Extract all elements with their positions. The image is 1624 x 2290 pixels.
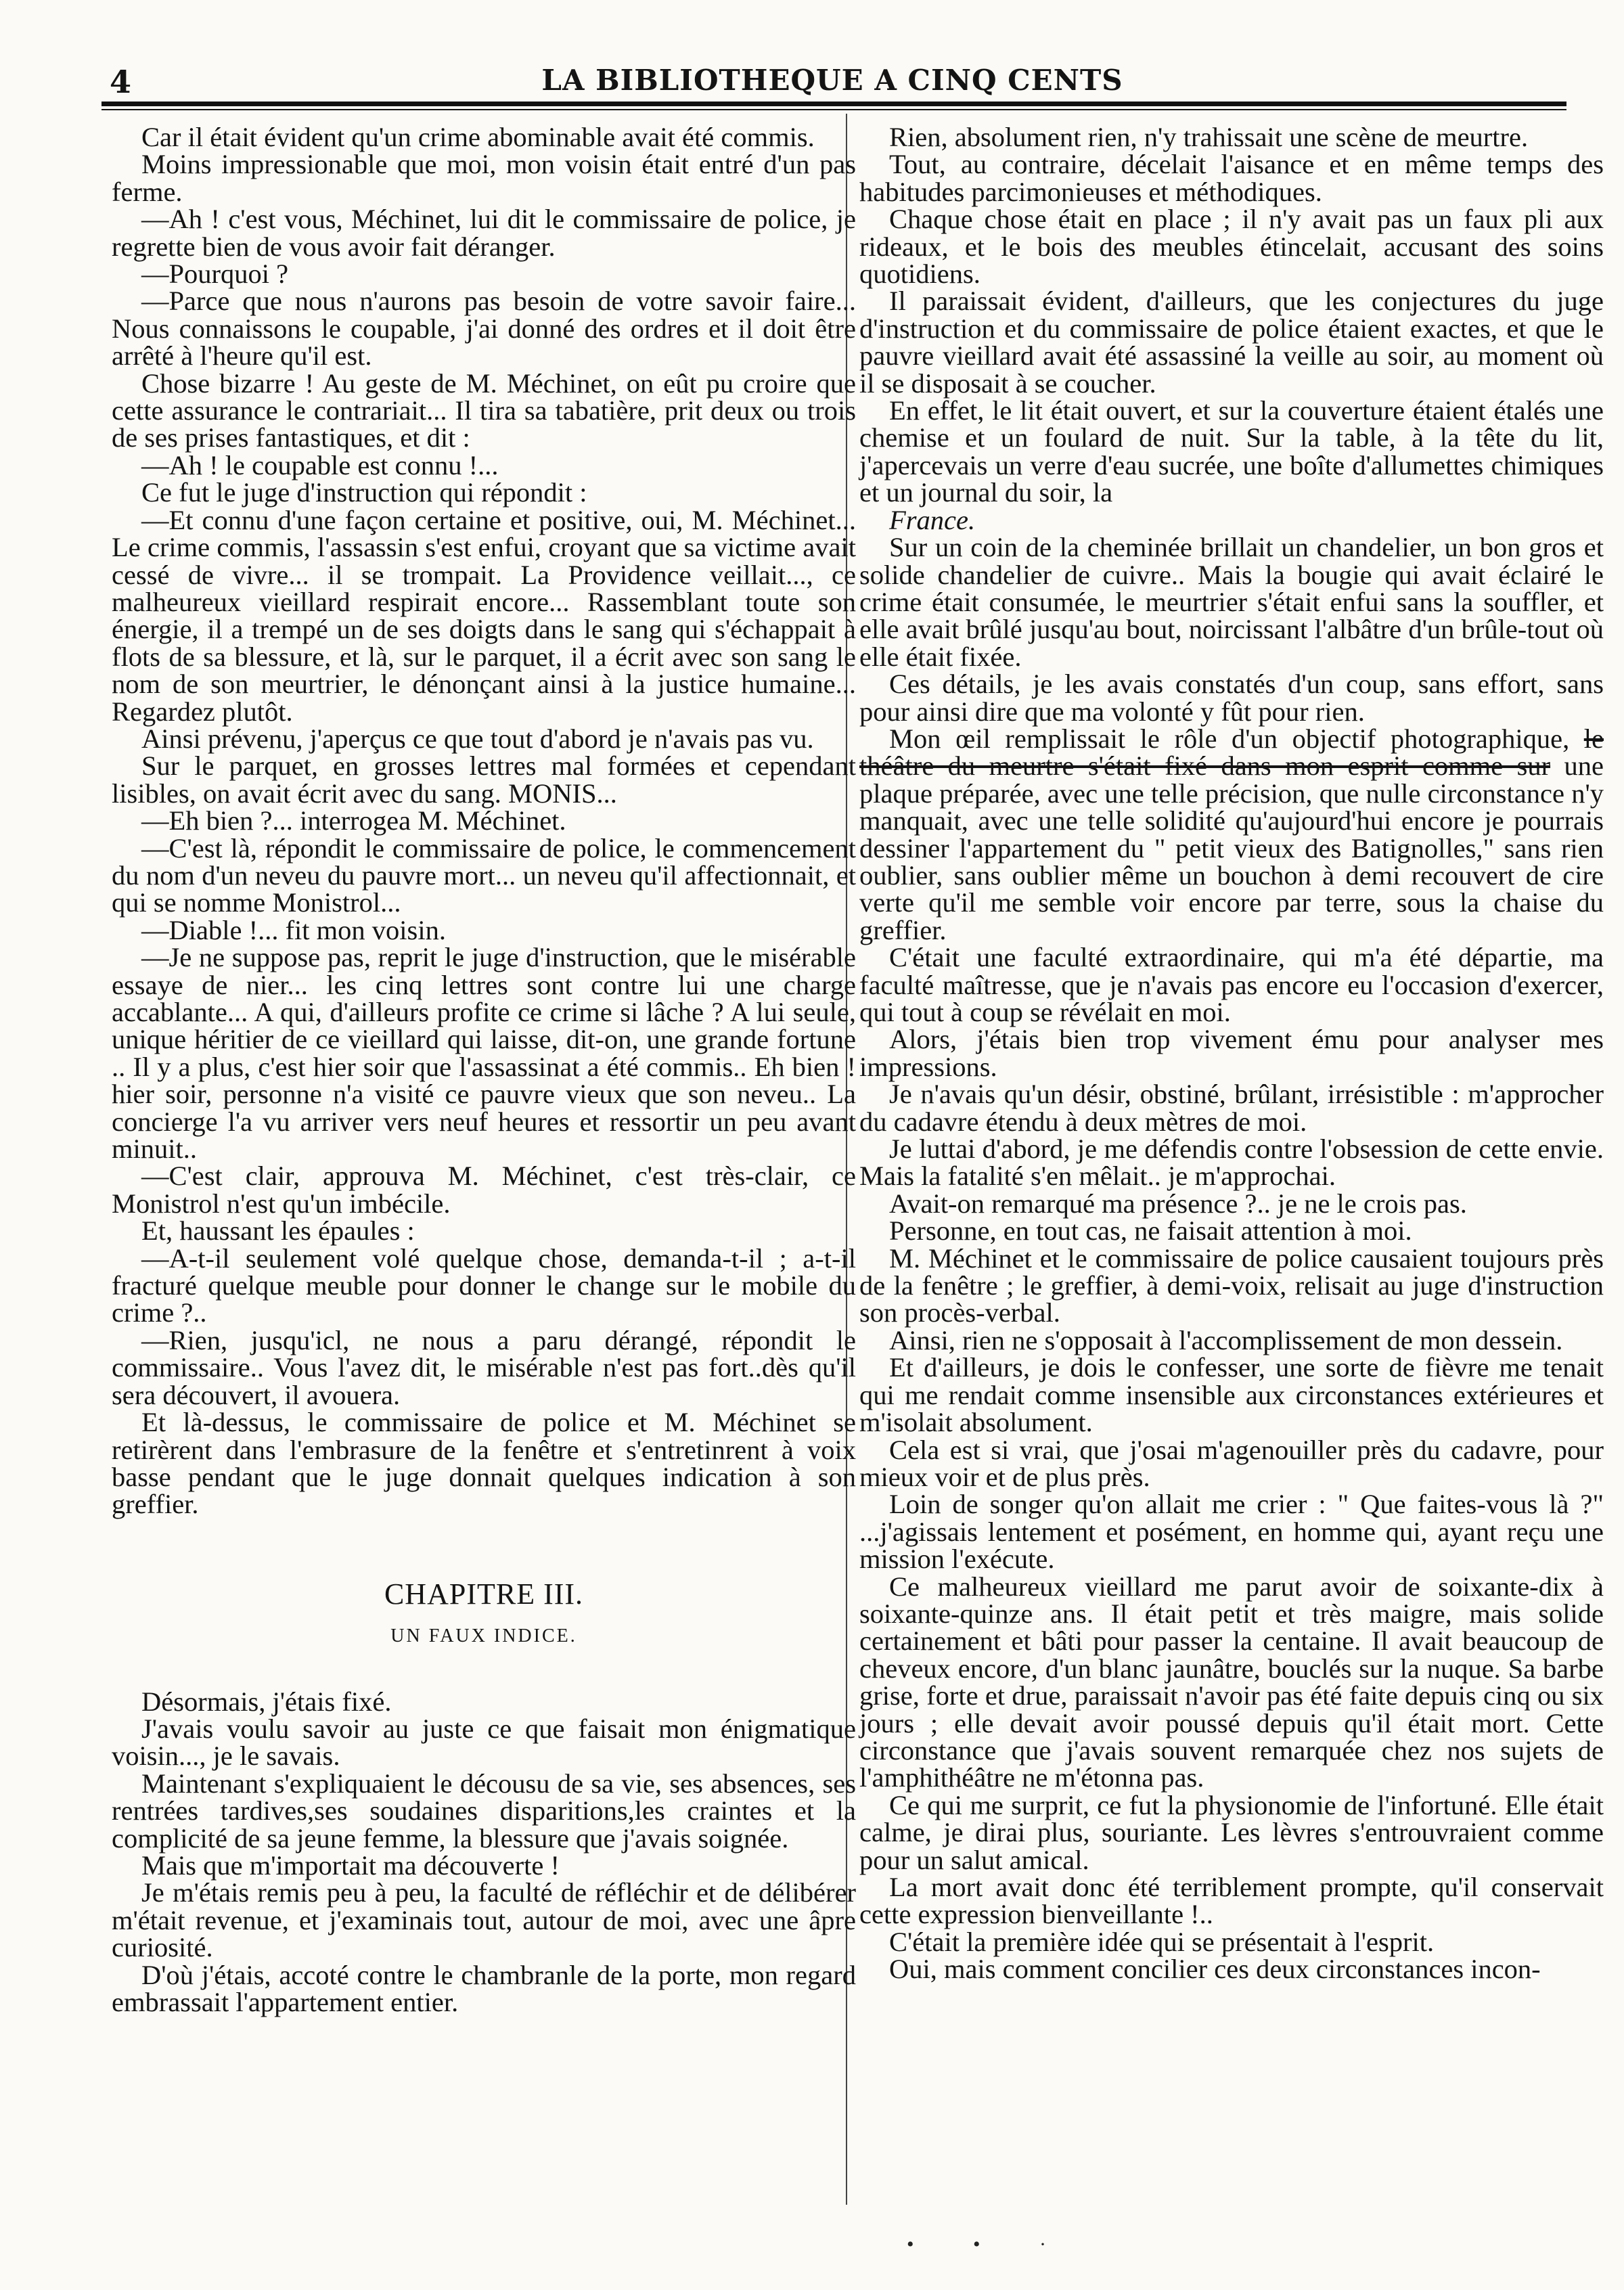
header-rule	[102, 102, 1566, 106]
paragraph: Loin de songer qu'on allait me crier : " Que faites-vous là ?" ...j'agissais lentement et posément, en homme qui, ayant reçu une mission l'exécute.	[859, 1489, 1604, 1575]
paragraph-continuation	[859, 504, 1604, 535]
paragraph: Oui, mais comment concilier ces deux circonstances incon-	[889, 1954, 1541, 1985]
newspaper-name: France.	[889, 504, 976, 535]
paragraph: Ces détails, je les avais constatés d'un coup, sans effort, sans pour ainsi dire que ma volonté y fût pour rien.	[859, 669, 1604, 727]
paragraph: —C'est là, répondit le commissaire de police, le commencement du nom d'un neveu du pauvre mort... un neveu qu'il affectionnait, et qui se nomme Monistrol...	[112, 832, 856, 918]
paragraph: Sur un coin de la cheminée brillait un chandelier, un bon gros et solide chandelier de cuivre.. Mais la bougie qui avait éclairé le crime était consumée, le meurtrier s'était enfui sans la souffler, et elle avait brûlé jusqu'au bout, noircissant l'albâtre d'un brûle-tout où elle était fixée.	[859, 532, 1604, 672]
page-header	[102, 57, 1563, 104]
paragraph: La mort avait donc été terriblement prompte, qu'il conservait cette expression bienveillante !..	[859, 1872, 1604, 1930]
paragraph-group	[859, 534, 1604, 725]
paragraph: M. Méchinet et le commissaire de police causaient toujours près de la fenêtre ; le greffier, à demi-voix, relisait au juge d'instruction son procès-verbal.	[859, 1242, 1604, 1328]
paragraph: Moins impressionable que moi, mon voisin était entré d'un pas ferme.	[112, 149, 856, 207]
paragraph: Et d'ailleurs, je dois le confesser, une sorte de fièvre me tenait qui me rendait comme insensible aux circonstances extérieures et m'isolait absolument.	[859, 1352, 1604, 1438]
right-column	[859, 124, 1604, 1983]
lens-paragraph-rest: une plaque préparée, avec une telle précision, que nulle circonstance n'y manquait, avec une telle solidité qu'aujourd'hui encore je pourrais dessiner l'appartement du " petit vieux des Batignolles," sans rien oublier, sans oublier même un bouchon à demi recouvert de cire verte qu'il me semble voir encore par terre, sous la chaise du greffier.	[859, 750, 1604, 945]
paragraph: Et, haussant les épaules :	[141, 1215, 415, 1247]
paragraph: Personne, en tout cas, ne faisait attention à moi.	[889, 1215, 1412, 1247]
chapter-subtitle: UN FAUX INDICE.	[390, 1625, 577, 1647]
paragraph-group	[112, 1688, 856, 2017]
struck-line: le théâtre du meurtre s'était fixé dans mon esprit comme sur	[859, 723, 1604, 782]
paragraph: Je n'avais qu'un désir, obstiné, brûlant, irrésistible : m'approcher du cadavre étendu à deux mètres de moi.	[859, 1079, 1604, 1137]
paragraph: J'avais voulu savoir au juste ce que faisait mon énigmatique voisin..., je le savais.	[112, 1713, 856, 1772]
paragraph-lens	[859, 725, 1604, 944]
ink-specks: • • ·	[907, 2233, 1073, 2255]
paragraph: —A-t-il seulement volé quelque chose, demanda-t-il ; a-t-il fracturé quelque meuble pour donner le change sur le mobile du crime ?..	[112, 1242, 856, 1328]
paragraph: —Ah ! c'est vous, Méchinet, lui dit le commissaire de police, je regrette bien de vous avoir fait déranger.	[112, 204, 856, 262]
paragraph: —Rien, jusqu'icl, ne nous a paru dérangé, répondit le commissaire.. Vous l'avez dit, le misérable n'est pas fort..dès qu'il sera découvert, il avouera.	[112, 1324, 856, 1410]
paragraph: Et là-dessus, le commissaire de police et M. Méchinet se retirèrent dans l'embrasure de la fenêtre et s'entretinrent à voix basse pendant que le juge donnait quelques indication à son greffier.	[112, 1407, 856, 1520]
paragraph: Tout, au contraire, décelait l'aisance et en même temps des habitudes parcimonieuses et méthodiques.	[859, 149, 1604, 207]
running-title: LA BIBLIOTHEQUE A CINQ CENTS	[541, 64, 1123, 97]
paragraph: Il paraissait évident, d'ailleurs, que les conjectures du juge d'instruction et du commissaire de police étaient exactes, et que le pauvre vieillard avait été assassiné la veille au soir, au moment où il se disposait à se coucher.	[859, 286, 1604, 399]
chapter-title: CHAPITRE III.	[384, 1577, 584, 1611]
paragraph: Car il était évident qu'un crime abominable avait été commis.	[141, 122, 815, 152]
paragraph: Chose bizarre ! Au geste de M. Méchinet, on eût pu croire que cette assurance le contrariait... Il tira sa tabatière, prit deux ou trois de ses prises fantastiques, et dit :	[112, 367, 856, 453]
paragraph: Cela est si vrai, que j'osai m'agenouiller près du cadavre, pour mieux voir et de plus près.	[859, 1434, 1604, 1492]
paragraph: —Je ne suppose pas, reprit le juge d'instruction, que le misérable essaye de nier... les cinq lettres sont contre lui une charge accablante... A qui, d'ailleurs profite ce crime si lâche ? A lui seule, unique héritier de ce vieillard qui laisse, dit-on, une grande fortune .. Il y a plus, c'est hier soir que l'assassinat a été commis.. Eh bien ! hier soir, personne n'a visité ce pauvre vieux que son neveu.. La concierge l'a vu arriver vers neuf heures et ressortir un peu avant minuit..	[112, 942, 856, 1165]
header-rule-thin	[102, 109, 1566, 110]
paragraph-group	[112, 124, 856, 1519]
paragraph: Mais que m'importait ma découverte !	[141, 1849, 560, 1881]
paragraph: Je m'étais remis peu à peu, la faculté de réfléchir et de délibérer m'était revenue, et j'examinais tout, autour de moi, avec une âpre curiosité.	[112, 1877, 856, 1963]
left-column	[112, 124, 856, 2016]
paragraph: —Pourquoi ?	[141, 259, 289, 290]
paragraph: Ainsi, rien ne s'opposait à l'accomplissement de mon dessein.	[889, 1324, 1563, 1355]
paragraph: D'où j'étais, accoté contre le chambranle de la porte, mon regard embrassait l'appartement entier.	[112, 1959, 856, 2017]
paragraph: Chaque chose était en place ; il n'y avait pas un faux pli aux rideaux, et le bois des meubles étincelait, accusant des soins quotidiens.	[859, 204, 1604, 290]
paragraph: —Et connu d'une façon certaine et positive, oui, M. Méchinet... Le crime commis, l'assassin s'est enfui, croyant que sa victime avait cessé de vivre... il se trompait. La Providence veillait..., ce malheureux vieillard respirait encore... Rassemblant toute son énergie, il a trempé un de ses doigts dans le sang qui s'échappait à flots de sa blessure, et là, sur le parquet, il a écrit avec son sang le nom de son meurtrier, le dénonçant ainsi à la justice humaine... Regardez plutôt.	[112, 504, 856, 727]
page-number: 4	[110, 64, 132, 100]
paragraph: C'était la première idée qui se présentait à l'esprit.	[889, 1926, 1435, 1957]
paragraph: C'était une faculté extraordinaire, qui m'a été départie, ma faculté maîtresse, que je n'avais pas encore eu l'occasion d'exercer, qui tout à coup se révélait en moi.	[859, 942, 1604, 1027]
paragraph: Ce fut le juge d'instruction qui répondit :	[141, 477, 587, 508]
paragraph: Ce qui me surprit, ce fut la physionomie de l'infortuné. Elle était calme, je dirai plus, souriante. Les lèvres s'entrouvraient comme pour un salut amical.	[859, 1789, 1604, 1875]
paragraph: Je luttai d'abord, je me défendis contre l'obsession de cette envie. Mais la fatalité s'en mêlait.. je m'approchai.	[859, 1133, 1604, 1192]
paragraph-group	[859, 124, 1604, 507]
paragraph-group	[859, 944, 1604, 1983]
paragraph: Désormais, j'étais fixé.	[141, 1686, 392, 1717]
paragraph: —Eh bien ?... interrogea M. Méchinet.	[141, 805, 566, 836]
paragraph: Sur le parquet, en grosses lettres mal formées et cependant lisibles, on avait écrit avec du sang. MONIS...	[112, 750, 856, 809]
paragraph: —Parce que nous n'aurons pas besoin de votre savoir faire... Nous connaissons le coupable, j'ai donné des ordres et il doit être arrêté à l'heure qu'il est.	[112, 286, 856, 372]
paragraph: Rien, absolument rien, n'y trahissait une scène de meurtre.	[889, 122, 1529, 152]
paragraph: —Diable !... fit mon voisin.	[141, 914, 446, 945]
paragraph: Ce malheureux vieillard me parut avoir de soixante-dix à soixante-quinze ans. Il était petit et très maigre, mais solide certainement et bâti pour passer la centaine. Il avait beaucoup de cheveux encore, d'un blanc jaunâtre, bouclés sur la nuque. Sa barbe grise, forte et drue, paraissait n'avoir pas été faite depuis cinq ou six jours ; elle devait avoir poussé depuis qu'il était mort. Cette circonstance que j'avais souvent remarquée chez nos sujets de l'amphithéâtre ne m'étonna pas.	[859, 1571, 1604, 1793]
paragraph: Maintenant s'expliquaient le décousu de sa vie, ses absences, ses rentrées tardives,ses soudaines disparitions,les craintes et la complicité de sa jeune femme, la blessure que j'avais soignée.	[112, 1768, 856, 1854]
paragraph: Ainsi prévenu, j'aperçus ce que tout d'abord je n'avais pas vu.	[141, 723, 814, 754]
paragraph: Avait-on remarqué ma présence ?.. je ne le crois pas.	[889, 1188, 1467, 1219]
paragraph: En effet, le lit était ouvert, et sur la couverture étaient étalés une chemise et un foulard de nuit. Sur la table, à la tête du lit, j'apercevais un verre d'eau sucrée, une boîte d'allumettes chimiques et un journal du soir, la	[859, 395, 1604, 508]
paragraph: Alors, j'étais bien trop vivement ému pour analyser mes impressions.	[859, 1024, 1604, 1082]
paragraph: —Ah ! le coupable est connu !...	[141, 449, 499, 480]
paragraph: —C'est clair, approuva M. Méchinet, c'est très-clair, ce Monistrol n'est qu'un imbécile.	[112, 1161, 856, 1219]
lens-paragraph-start: Mon œil remplissait le rôle d'un objectif photographique,	[889, 723, 1570, 754]
